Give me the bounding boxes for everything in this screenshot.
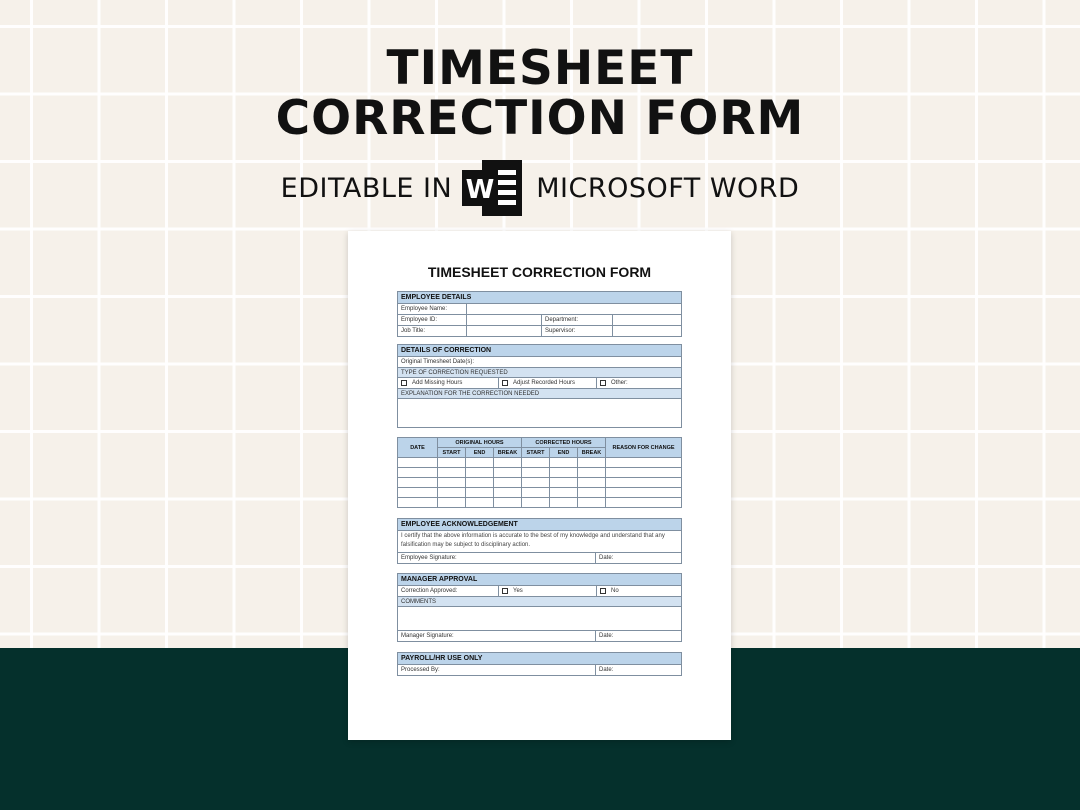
employee-name-label: Employee Name: <box>401 306 448 312</box>
subtitle-left: EDITABLE IN <box>280 172 453 204</box>
original-end-header: END <box>466 448 494 458</box>
checkbox-icon[interactable] <box>600 380 606 386</box>
document-title: TIMESHEET CORRECTION FORM <box>427 264 652 280</box>
manager-date-field[interactable] <box>595 631 681 641</box>
option-label: Add Missing Hours <box>412 380 463 386</box>
explanation-heading: EXPLANATION FOR THE CORRECTION NEEDED <box>398 388 681 398</box>
supervisor-label: Supervisor: <box>541 326 612 336</box>
supervisor-field[interactable] <box>612 326 681 336</box>
manager-signature-field[interactable] <box>398 631 595 641</box>
table-row <box>398 478 682 488</box>
employee-acknowledgement-section <box>397 518 682 564</box>
comments-field[interactable] <box>398 606 681 630</box>
department-field[interactable] <box>612 315 681 325</box>
employee-signature-label: Employee Signature: <box>401 555 457 561</box>
correction-details-section <box>397 344 682 428</box>
processed-by-label: Processed By: <box>401 667 440 673</box>
section-heading: EMPLOYEE DETAILS <box>398 292 681 303</box>
manager-approval-section <box>397 573 682 642</box>
subtitle-right: MICROSOFT WORD <box>536 172 800 204</box>
subtitle <box>0 156 1080 220</box>
option-no[interactable] <box>596 586 681 596</box>
employee-id-label: Employee ID: <box>401 317 438 323</box>
option-label: Other: <box>611 380 628 386</box>
section-heading: DETAILS OF CORRECTION <box>398 345 681 356</box>
corrected-hours-header: CORRECTED HOURS <box>522 438 606 448</box>
corrected-end-header: END <box>550 448 578 458</box>
section-heading: EMPLOYEE ACKNOWLEDGEMENT <box>398 519 681 530</box>
no-label: No <box>611 588 619 594</box>
employee-signature-field[interactable] <box>398 553 595 563</box>
document-preview <box>348 231 731 740</box>
employee-name-field[interactable] <box>466 304 681 314</box>
headline-line-1: TIMESHEET <box>386 41 694 96</box>
table-row <box>398 458 682 468</box>
explanation-field[interactable] <box>398 398 681 427</box>
employee-id-field[interactable] <box>466 315 541 325</box>
option-yes[interactable] <box>498 586 596 596</box>
original-hours-header: ORIGINAL HOURS <box>438 438 522 448</box>
job-title-field[interactable] <box>466 326 541 336</box>
date-header: DATE <box>398 438 438 458</box>
table-row <box>398 498 682 508</box>
comments-heading: COMMENTS <box>398 596 681 606</box>
job-title-label: Job Title: <box>401 328 426 334</box>
employee-details-section <box>397 291 682 337</box>
payroll-section <box>397 652 682 676</box>
yes-label: Yes <box>513 588 523 594</box>
manager-signature-label: Manager Signature: <box>401 633 454 639</box>
corrected-start-header: START <box>522 448 550 458</box>
option-add-missing-hours[interactable] <box>398 378 498 388</box>
option-label: Adjust Recorded Hours <box>513 380 576 386</box>
word-logo-letter: W <box>465 175 495 205</box>
microsoft-word-icon <box>462 156 526 220</box>
department-label: Department: <box>541 315 612 325</box>
table-row <box>398 468 682 478</box>
original-break-header: BREAK <box>494 448 522 458</box>
option-adjust-recorded-hours[interactable] <box>498 378 596 388</box>
checkbox-icon[interactable] <box>502 380 508 386</box>
checkbox-icon[interactable] <box>502 588 508 594</box>
reason-header: REASON FOR CHANGE <box>606 438 682 458</box>
processed-by-field[interactable] <box>398 665 595 675</box>
payroll-date-field[interactable] <box>595 665 681 675</box>
date-label: Date: <box>599 633 614 639</box>
section-heading: PAYROLL/HR USE ONLY <box>398 653 681 664</box>
original-start-header: START <box>438 448 466 458</box>
date-label: Date: <box>599 667 614 673</box>
date-label: Date: <box>599 555 614 561</box>
original-dates-label: Original Timesheet Date(s): <box>401 359 475 365</box>
hours-table <box>397 437 682 508</box>
checkbox-icon[interactable] <box>401 380 407 386</box>
headline-line-2: CORRECTION FORM <box>275 91 805 146</box>
table-row <box>398 488 682 498</box>
employee-date-field[interactable] <box>595 553 681 563</box>
option-other[interactable] <box>596 378 681 388</box>
type-of-correction-heading: TYPE OF CORRECTION REQUESTED <box>398 367 681 377</box>
section-heading: MANAGER APPROVAL <box>398 574 681 585</box>
certification-text: I certify that the above information is accurate to the best of my knowledge and understand that any falsification may be subject to disciplinary action. <box>398 530 681 552</box>
checkbox-icon[interactable] <box>600 588 606 594</box>
correction-approved-label: Correction Approved: <box>401 588 458 594</box>
corrected-break-header: BREAK <box>578 448 606 458</box>
